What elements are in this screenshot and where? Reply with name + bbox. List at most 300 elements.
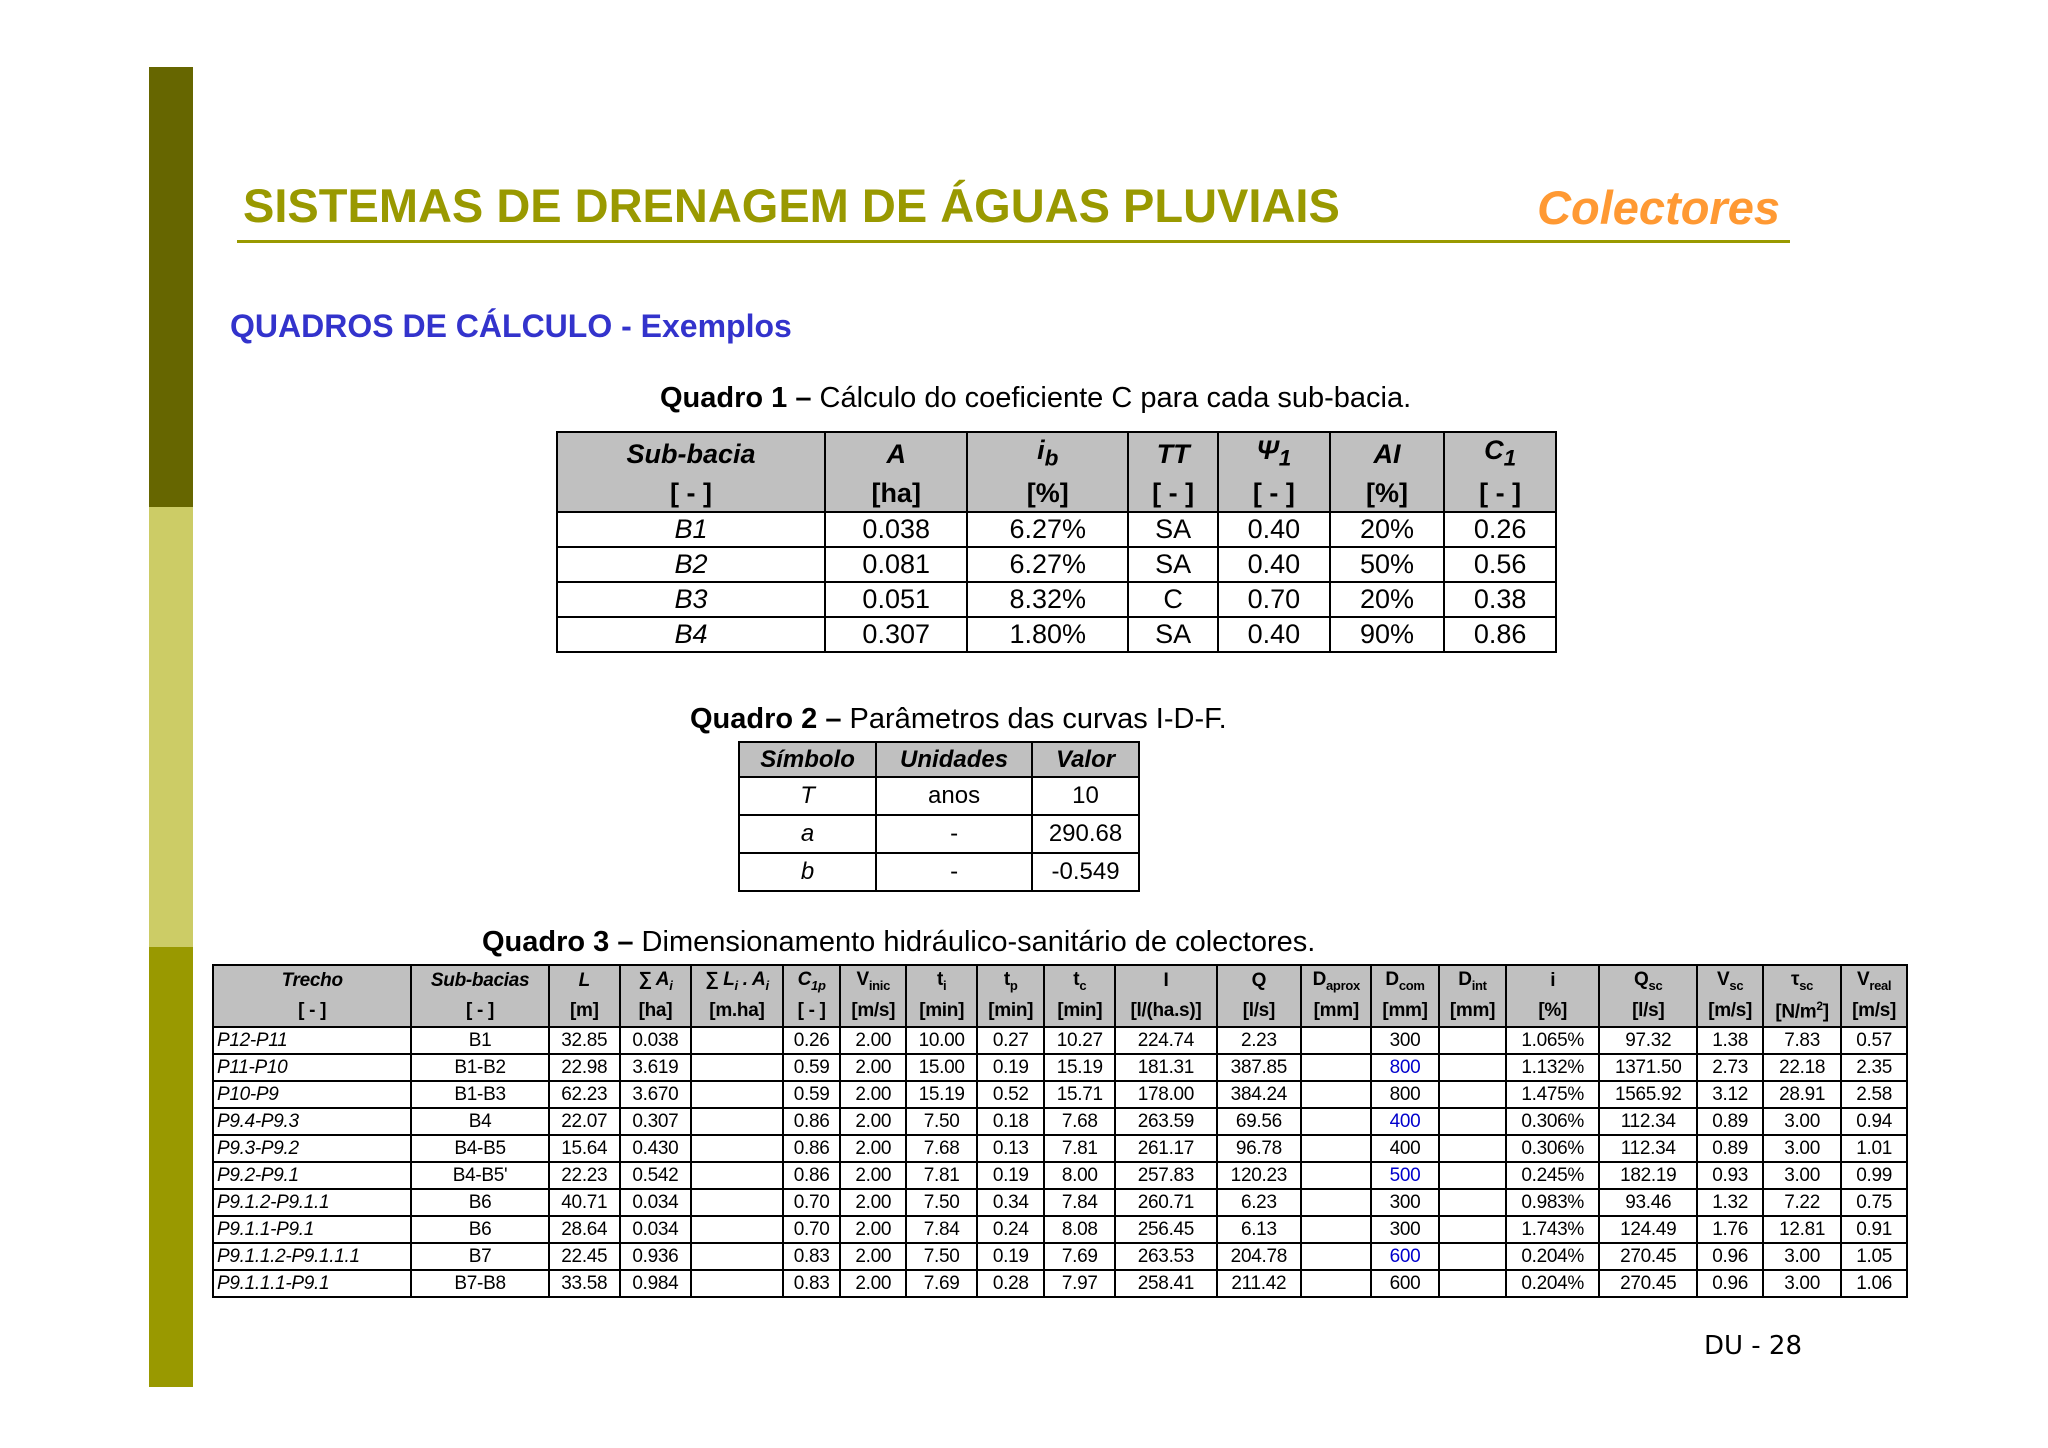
table-cell: 7.68 xyxy=(1044,1108,1115,1135)
quadro1-header-unit: [%] xyxy=(967,475,1128,512)
quadro3-header-name: D xyxy=(1312,969,1326,991)
slide-title: SISTEMAS DE DRENAGEM DE ÁGUAS PLUVIAIS xyxy=(243,179,1340,232)
quadro2-caption-text: Parâmetros das curvas I-D-F. xyxy=(841,703,1227,735)
table-cell: P9.1.2-P9.1.1 xyxy=(213,1189,411,1216)
table-cell: B4-B5 xyxy=(411,1135,548,1162)
table-cell: 10.00 xyxy=(906,1027,977,1054)
quadro1-header-unit: [%] xyxy=(1330,475,1445,512)
quadro3-header-name: C xyxy=(797,969,812,991)
table-cell: 0.542 xyxy=(620,1162,691,1189)
quadro1-header-name: i xyxy=(1037,435,1045,465)
table-cell: 0.204% xyxy=(1506,1243,1599,1270)
table-cell: 50% xyxy=(1330,547,1445,582)
quadro3-header-name: Q xyxy=(1634,969,1649,991)
table-cell: 387.85 xyxy=(1217,1054,1302,1081)
side-bar-dark xyxy=(149,67,193,507)
table-cell: 93.46 xyxy=(1599,1189,1697,1216)
table-cell xyxy=(691,1189,783,1216)
table-cell: 0.13 xyxy=(977,1135,1044,1162)
quadro3-header-unit-text: [min] xyxy=(919,1000,965,1021)
table-cell xyxy=(1301,1081,1371,1108)
table-cell: 6.27% xyxy=(967,547,1128,582)
table-cell: 0.034 xyxy=(620,1216,691,1243)
table-cell: 0.34 xyxy=(977,1189,1044,1216)
table-cell: 28.64 xyxy=(549,1216,620,1243)
table-cell: 15.71 xyxy=(1044,1081,1115,1108)
table-cell: P9.1.1.1-P9.1 xyxy=(213,1270,411,1297)
table-row xyxy=(557,582,1556,617)
table-cell: 0.051 xyxy=(825,582,967,617)
table-row xyxy=(213,1054,1907,1081)
table-cell: 0.984 xyxy=(620,1270,691,1297)
table-cell: 124.49 xyxy=(1599,1216,1697,1243)
table-cell: 7.50 xyxy=(906,1189,977,1216)
table-cell xyxy=(691,1108,783,1135)
table-cell: 0.307 xyxy=(825,617,967,652)
table-cell: -0.549 xyxy=(1032,853,1139,891)
table-cell: P9.1.1-P9.1 xyxy=(213,1216,411,1243)
table-cell xyxy=(691,1216,783,1243)
table-cell: 7.68 xyxy=(906,1135,977,1162)
table-cell: 0.86 xyxy=(783,1162,841,1189)
quadro3-header-name: t xyxy=(1003,969,1010,991)
table-cell: 600 xyxy=(1371,1243,1438,1270)
table-cell: 3.00 xyxy=(1763,1162,1841,1189)
table-cell: 263.53 xyxy=(1115,1243,1216,1270)
table-cell: 256.45 xyxy=(1115,1216,1216,1243)
table-cell: 2.00 xyxy=(840,1216,906,1243)
quadro3-header-sub: i xyxy=(669,977,673,993)
quadro3-header-sub: 1p xyxy=(811,977,826,993)
table-cell: 112.34 xyxy=(1599,1108,1697,1135)
page-number: DU - 28 xyxy=(1703,1331,1802,1361)
table-cell: 6.13 xyxy=(1217,1216,1302,1243)
table-cell xyxy=(691,1270,783,1297)
quadro3-header-11 xyxy=(1217,965,1302,996)
table-cell xyxy=(1439,1027,1506,1054)
table-cell xyxy=(1439,1189,1506,1216)
quadro3-caption-label: Quadro 3 – xyxy=(482,926,634,958)
table-row xyxy=(213,1081,1907,1108)
table-cell xyxy=(1439,1216,1506,1243)
quadro3-header-unit-text: [m.ha] xyxy=(709,1000,765,1021)
table-cell: 0.306% xyxy=(1506,1135,1599,1162)
table-cell: 0.19 xyxy=(977,1243,1044,1270)
table-row xyxy=(213,1108,1907,1135)
table-row xyxy=(557,512,1556,547)
side-bar-olive xyxy=(149,947,193,1387)
quadro3-header-1 xyxy=(411,965,548,996)
table-cell: 3.00 xyxy=(1763,1108,1841,1135)
quadro3-header-unit-text: [m/s] xyxy=(1852,1000,1897,1021)
quadro3-header-unit xyxy=(1439,996,1506,1027)
table-cell: 2.73 xyxy=(1697,1054,1763,1081)
table-cell: B6 xyxy=(411,1216,548,1243)
table-cell: 181.31 xyxy=(1115,1054,1216,1081)
quadro3-header-unit xyxy=(906,996,977,1027)
quadro3-header-14 xyxy=(1439,965,1506,996)
quadro2-caption xyxy=(690,703,1227,736)
table-cell: 33.58 xyxy=(549,1270,620,1297)
table-cell: 15.19 xyxy=(1044,1054,1115,1081)
table-cell xyxy=(1301,1243,1371,1270)
quadro3-header-unit-text: [%] xyxy=(1538,1000,1567,1021)
table-cell: 22.07 xyxy=(549,1108,620,1135)
table-cell: 0.93 xyxy=(1697,1162,1763,1189)
table-cell: 90% xyxy=(1330,617,1445,652)
table-cell: 270.45 xyxy=(1599,1270,1697,1297)
quadro3-header-sub: sc xyxy=(1799,977,1814,993)
quadro3-header-name: t xyxy=(936,969,944,991)
table-cell: 7.97 xyxy=(1044,1270,1115,1297)
table-cell: - xyxy=(876,853,1032,891)
table-cell xyxy=(1301,1189,1371,1216)
table-cell: 1.01 xyxy=(1841,1135,1907,1162)
table-cell: 258.41 xyxy=(1115,1270,1216,1297)
table-cell: 0.86 xyxy=(783,1135,841,1162)
table-cell: 0.59 xyxy=(783,1054,841,1081)
table-cell: 300 xyxy=(1371,1027,1438,1054)
table-cell: 0.306% xyxy=(1506,1108,1599,1135)
table-cell: 2.35 xyxy=(1841,1054,1907,1081)
quadro3-header-name: i xyxy=(1550,970,1556,991)
quadro3-header-sub: i xyxy=(943,977,947,993)
quadro3-header-name: Trecho xyxy=(281,970,343,991)
quadro2-header-2: Valor xyxy=(1032,742,1139,777)
quadro3-header-sub: p xyxy=(1009,977,1018,993)
quadro3-table xyxy=(212,964,1908,1298)
table-cell xyxy=(1301,1027,1371,1054)
table-cell xyxy=(691,1054,783,1081)
quadro3-header-unit-text: [l/s] xyxy=(1632,1000,1665,1021)
quadro1-header-6 xyxy=(1444,432,1556,475)
table-cell: T xyxy=(739,777,876,815)
quadro3-header-name: Sub-bacias xyxy=(430,970,530,991)
table-cell: 0.936 xyxy=(620,1243,691,1270)
quadro2-caption-label: Quadro 2 – xyxy=(690,703,842,735)
table-cell: 0.26 xyxy=(783,1027,841,1054)
quadro3-header-unit-text: [min] xyxy=(988,1000,1034,1021)
quadro3-header-15 xyxy=(1506,965,1599,996)
quadro3-header-name: Q xyxy=(1251,970,1267,991)
quadro3-header-unit xyxy=(213,996,411,1027)
table-row xyxy=(213,1243,1907,1270)
table-cell xyxy=(1301,1108,1371,1135)
quadro3-header-name: t xyxy=(1073,969,1080,991)
quadro3-header-2 xyxy=(549,965,620,996)
table-cell: 8.08 xyxy=(1044,1216,1115,1243)
quadro3-header-unit-text: [N/m xyxy=(1775,1001,1817,1023)
table-cell: 96.78 xyxy=(1217,1135,1302,1162)
table-cell xyxy=(1439,1081,1506,1108)
quadro1-caption-label: Quadro 1 – xyxy=(660,382,812,414)
table-cell: 7.22 xyxy=(1763,1189,1841,1216)
table-cell: 32.85 xyxy=(549,1027,620,1054)
quadro3-header-sub: i xyxy=(734,977,738,993)
table-cell: P9.2-P9.1 xyxy=(213,1162,411,1189)
table-cell: B6 xyxy=(411,1189,548,1216)
table-cell: 182.19 xyxy=(1599,1162,1697,1189)
quadro3-header-12 xyxy=(1301,965,1371,996)
table-cell: 120.23 xyxy=(1217,1162,1302,1189)
table-cell: B4-B5' xyxy=(411,1162,548,1189)
table-cell xyxy=(1439,1108,1506,1135)
quadro3-header-6 xyxy=(840,965,906,996)
table-cell: B1 xyxy=(557,512,825,547)
table-cell: 3.00 xyxy=(1763,1135,1841,1162)
quadro3-header-unit-text: [min] xyxy=(1057,1000,1103,1021)
quadro3-header-8 xyxy=(977,965,1044,996)
quadro3-header-sub: sc xyxy=(1648,977,1663,993)
quadro3-header-name: V xyxy=(856,969,869,991)
quadro3-header-name: D xyxy=(1458,969,1472,991)
table-cell: 400 xyxy=(1371,1108,1438,1135)
quadro3-header-sub2: i xyxy=(765,977,769,993)
quadro1-caption xyxy=(660,382,1411,415)
quadro3-header-3 xyxy=(620,965,691,996)
quadro1-header-2 xyxy=(967,432,1128,475)
quadro3-header-name: D xyxy=(1385,969,1399,991)
table-cell: 290.68 xyxy=(1032,815,1139,853)
quadro3-header-sub: aprox xyxy=(1326,977,1360,993)
table-cell: 7.81 xyxy=(1044,1135,1115,1162)
quadro1-header-name: A xyxy=(886,439,906,470)
table-cell: 15.64 xyxy=(549,1135,620,1162)
table-cell: C xyxy=(1128,582,1218,617)
quadro3-header-unit-text: [m] xyxy=(569,1000,599,1021)
table-cell: 1.80% xyxy=(967,617,1128,652)
table-row xyxy=(739,777,1139,815)
table-row xyxy=(557,547,1556,582)
quadro1-caption-text: Cálculo do coeficiente C para cada sub-bacia. xyxy=(811,382,1412,414)
quadro1-header-name: C xyxy=(1484,435,1504,465)
quadro2-header-0: Símbolo xyxy=(739,742,876,777)
quadro3-header-unit-text: [mm] xyxy=(1382,1000,1428,1021)
table-cell: 3.619 xyxy=(620,1054,691,1081)
table-cell: 800 xyxy=(1371,1054,1438,1081)
quadro1-table xyxy=(556,431,1557,653)
table-cell: 0.96 xyxy=(1697,1270,1763,1297)
table-row xyxy=(557,617,1556,652)
table-cell xyxy=(691,1027,783,1054)
quadro3-header-unit xyxy=(1841,996,1907,1027)
table-cell: 204.78 xyxy=(1217,1243,1302,1270)
table-cell: 0.86 xyxy=(783,1108,841,1135)
table-cell: 1565.92 xyxy=(1599,1081,1697,1108)
table-cell: P11-P10 xyxy=(213,1054,411,1081)
table-cell: B2 xyxy=(557,547,825,582)
table-cell: 15.00 xyxy=(906,1054,977,1081)
table-cell: 0.26 xyxy=(1444,512,1556,547)
side-bar-light xyxy=(149,507,193,947)
table-cell: 0.70 xyxy=(783,1189,841,1216)
table-cell: 7.84 xyxy=(906,1216,977,1243)
quadro3-header-unit-text: [m/s] xyxy=(1708,1000,1753,1021)
table-cell: 10 xyxy=(1032,777,1139,815)
quadro1-header-name: TT xyxy=(1156,439,1190,470)
quadro3-header-unit-sup: 2 xyxy=(1816,998,1823,1013)
quadro3-header-4 xyxy=(691,965,783,996)
quadro1-header-sub: 1 xyxy=(1278,445,1292,471)
table-cell: 2.00 xyxy=(840,1081,906,1108)
table-cell: 0.94 xyxy=(1841,1108,1907,1135)
table-cell: 0.28 xyxy=(977,1270,1044,1297)
table-cell: 2.00 xyxy=(840,1027,906,1054)
table-cell: 0.83 xyxy=(783,1243,841,1270)
quadro3-header-unit xyxy=(1371,996,1438,1027)
table-cell: 20% xyxy=(1330,582,1445,617)
title-rule xyxy=(237,240,1790,243)
table-cell: 0.038 xyxy=(620,1027,691,1054)
table-cell: 1.065% xyxy=(1506,1027,1599,1054)
table-row xyxy=(213,1135,1907,1162)
table-cell: 261.17 xyxy=(1115,1135,1216,1162)
quadro3-header-unit xyxy=(977,996,1044,1027)
table-row xyxy=(739,853,1139,891)
table-cell: 3.12 xyxy=(1697,1081,1763,1108)
table-cell: 1.475% xyxy=(1506,1081,1599,1108)
table-cell: 0.038 xyxy=(825,512,967,547)
quadro3-header-unit-text: [m/s] xyxy=(851,1000,896,1021)
table-cell: 1.05 xyxy=(1841,1243,1907,1270)
table-cell: 800 xyxy=(1371,1081,1438,1108)
table-cell: 0.89 xyxy=(1697,1108,1763,1135)
table-cell: 0.38 xyxy=(1444,582,1556,617)
table-cell xyxy=(1301,1162,1371,1189)
quadro1-header-4 xyxy=(1218,432,1330,475)
quadro3-header-sub: c xyxy=(1079,977,1087,993)
quadro3-header-unit xyxy=(1217,996,1302,1027)
quadro3-header-name: I xyxy=(1163,970,1169,991)
quadro3-header-unit-text: [ - ] xyxy=(797,1000,826,1021)
quadro3-header-unit-text: [ha] xyxy=(638,1000,673,1021)
table-cell: 2.00 xyxy=(840,1108,906,1135)
table-cell: 0.307 xyxy=(620,1108,691,1135)
table-cell: 270.45 xyxy=(1599,1243,1697,1270)
table-cell: 0.70 xyxy=(1218,582,1330,617)
quadro3-header-unit xyxy=(783,996,841,1027)
quadro1-header-name: Sub-bacia xyxy=(626,439,756,470)
table-cell xyxy=(1439,1135,1506,1162)
quadro3-header-name: τ xyxy=(1791,969,1800,991)
table-cell: 257.83 xyxy=(1115,1162,1216,1189)
quadro3-header-10 xyxy=(1115,965,1216,996)
table-cell xyxy=(1439,1243,1506,1270)
quadro1-header-3 xyxy=(1128,432,1218,475)
table-cell: 1.132% xyxy=(1506,1054,1599,1081)
quadro3-header-sub: real xyxy=(1869,977,1892,993)
quadro3-header-sub: int xyxy=(1471,977,1487,993)
table-cell: 0.40 xyxy=(1218,547,1330,582)
table-cell: 224.74 xyxy=(1115,1027,1216,1054)
table-cell: 1.38 xyxy=(1697,1027,1763,1054)
table-cell: 0.52 xyxy=(977,1081,1044,1108)
table-cell: 15.19 xyxy=(906,1081,977,1108)
table-cell: 384.24 xyxy=(1217,1081,1302,1108)
quadro3-header-unit xyxy=(1763,996,1841,1027)
quadro3-header-5 xyxy=(783,965,841,996)
quadro3-header-unit-text: [l/(ha.s)] xyxy=(1130,1000,1202,1021)
table-cell: 0.89 xyxy=(1697,1135,1763,1162)
table-cell: 0.75 xyxy=(1841,1189,1907,1216)
table-cell: B1 xyxy=(411,1027,548,1054)
table-cell: 6.23 xyxy=(1217,1189,1302,1216)
quadro3-header-unit xyxy=(840,996,906,1027)
table-cell: 97.32 xyxy=(1599,1027,1697,1054)
table-cell: 62.23 xyxy=(549,1081,620,1108)
table-cell: 2.00 xyxy=(840,1243,906,1270)
quadro3-header-unit-text: [ - ] xyxy=(466,1000,495,1021)
quadro1-header-name: AI xyxy=(1373,439,1401,470)
table-cell: 7.84 xyxy=(1044,1189,1115,1216)
table-cell: B4 xyxy=(411,1108,548,1135)
table-cell: 7.81 xyxy=(906,1162,977,1189)
quadro3-header-unit xyxy=(1599,996,1697,1027)
slide-topic: Colectores xyxy=(1537,181,1780,234)
table-cell: 1.32 xyxy=(1697,1189,1763,1216)
table-cell: 0.40 xyxy=(1218,512,1330,547)
table-cell xyxy=(691,1162,783,1189)
table-cell: 260.71 xyxy=(1115,1189,1216,1216)
table-cell: 0.56 xyxy=(1444,547,1556,582)
quadro3-header-name2: . A xyxy=(737,969,766,991)
quadro3-header-name: L xyxy=(578,970,590,991)
quadro3-header-unit xyxy=(1506,996,1599,1027)
quadro3-header-unit xyxy=(691,996,783,1027)
quadro3-header-name: ∑ A xyxy=(638,969,670,991)
table-cell: 1.743% xyxy=(1506,1216,1599,1243)
table-cell: 3.670 xyxy=(620,1081,691,1108)
quadro3-header-unit xyxy=(620,996,691,1027)
table-cell: SA xyxy=(1128,512,1218,547)
table-cell: P9.1.1.2-P9.1.1.1 xyxy=(213,1243,411,1270)
table-cell: 0.204% xyxy=(1506,1270,1599,1297)
table-cell: 0.70 xyxy=(783,1216,841,1243)
table-cell: 8.32% xyxy=(967,582,1128,617)
table-row xyxy=(213,1216,1907,1243)
table-cell: SA xyxy=(1128,547,1218,582)
quadro3-header-0 xyxy=(213,965,411,996)
table-row xyxy=(213,1189,1907,1216)
quadro1-header-unit: [ - ] xyxy=(1444,475,1556,512)
quadro1-header-name: Ψ xyxy=(1256,435,1279,465)
table-cell xyxy=(1439,1270,1506,1297)
table-cell: P9.3-P9.2 xyxy=(213,1135,411,1162)
table-cell: 0.99 xyxy=(1841,1162,1907,1189)
table-cell: SA xyxy=(1128,617,1218,652)
table-cell: 0.245% xyxy=(1506,1162,1599,1189)
quadro3-header-unit-tail: ] xyxy=(1822,1001,1829,1023)
table-cell xyxy=(1301,1216,1371,1243)
table-cell: 7.69 xyxy=(1044,1243,1115,1270)
table-cell: 0.57 xyxy=(1841,1027,1907,1054)
table-cell: 400 xyxy=(1371,1135,1438,1162)
table-cell: 2.00 xyxy=(840,1162,906,1189)
table-cell: anos xyxy=(876,777,1032,815)
quadro3-caption xyxy=(482,926,1315,959)
table-cell: 22.18 xyxy=(1763,1054,1841,1081)
table-cell: 22.23 xyxy=(549,1162,620,1189)
quadro3-header-sub: com xyxy=(1398,977,1425,993)
quadro3-header-9 xyxy=(1044,965,1115,996)
table-cell: 2.00 xyxy=(840,1189,906,1216)
table-cell xyxy=(1439,1054,1506,1081)
quadro3-header-7 xyxy=(906,965,977,996)
table-cell: B1-B2 xyxy=(411,1054,548,1081)
quadro3-header-sub: sc xyxy=(1729,977,1744,993)
table-cell: B7 xyxy=(411,1243,548,1270)
table-cell: 8.00 xyxy=(1044,1162,1115,1189)
